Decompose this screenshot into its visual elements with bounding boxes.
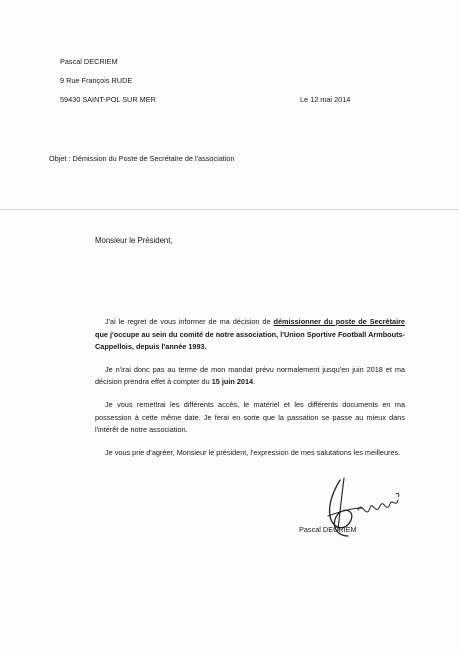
sender-city: 59430 SAINT-POL SUR MER	[60, 95, 156, 104]
salutation: Monsieur le Président,	[95, 236, 173, 245]
paragraph-4: Je vous prie d'agréer, Monsieur le président, l'expression de mes salutations les meilleures.	[105, 447, 401, 457]
paragraph-1: J'ai le regret de vous informer de ma décision de démissionner du poste de Secrétaire que j'occupe au sein du comité de notre association, l'Union Sportive Football Armbouts-Cappellois, depuis l'année 1993.	[95, 317, 405, 352]
paragraph-3: Je vous remettrai les différents accès, le matériel et les différents documents en ma possession à cette même date. Je ferai en sorte que la passation se passe au mieux dans l'intérêt de notre association.	[95, 399, 405, 435]
sender-name: Pascal DECRIEM	[60, 57, 118, 66]
handwritten-signature	[300, 470, 410, 550]
resignation-emphasis: démissionner du poste de Secrétaire	[273, 317, 405, 326]
letter-date: Le 12 mai 2014	[300, 95, 351, 104]
paragraph-2: Je n'irai donc pas au terme de mon mandat prévu normalement jusqu'en juin 2018 et ma décision prendra effet à compter du 15 juin 2014.	[95, 364, 405, 387]
sender-street: 9 Rue François RUDE	[60, 76, 133, 85]
letter-body	[95, 316, 405, 469]
fold-line	[0, 209, 459, 210]
effective-date: 15 juin 2014	[211, 377, 254, 387]
signature-name: Pascal DECRIEM	[299, 525, 357, 534]
letter-subject: Objet : Démission du Poste de Secrétaire de l'association	[49, 154, 235, 163]
